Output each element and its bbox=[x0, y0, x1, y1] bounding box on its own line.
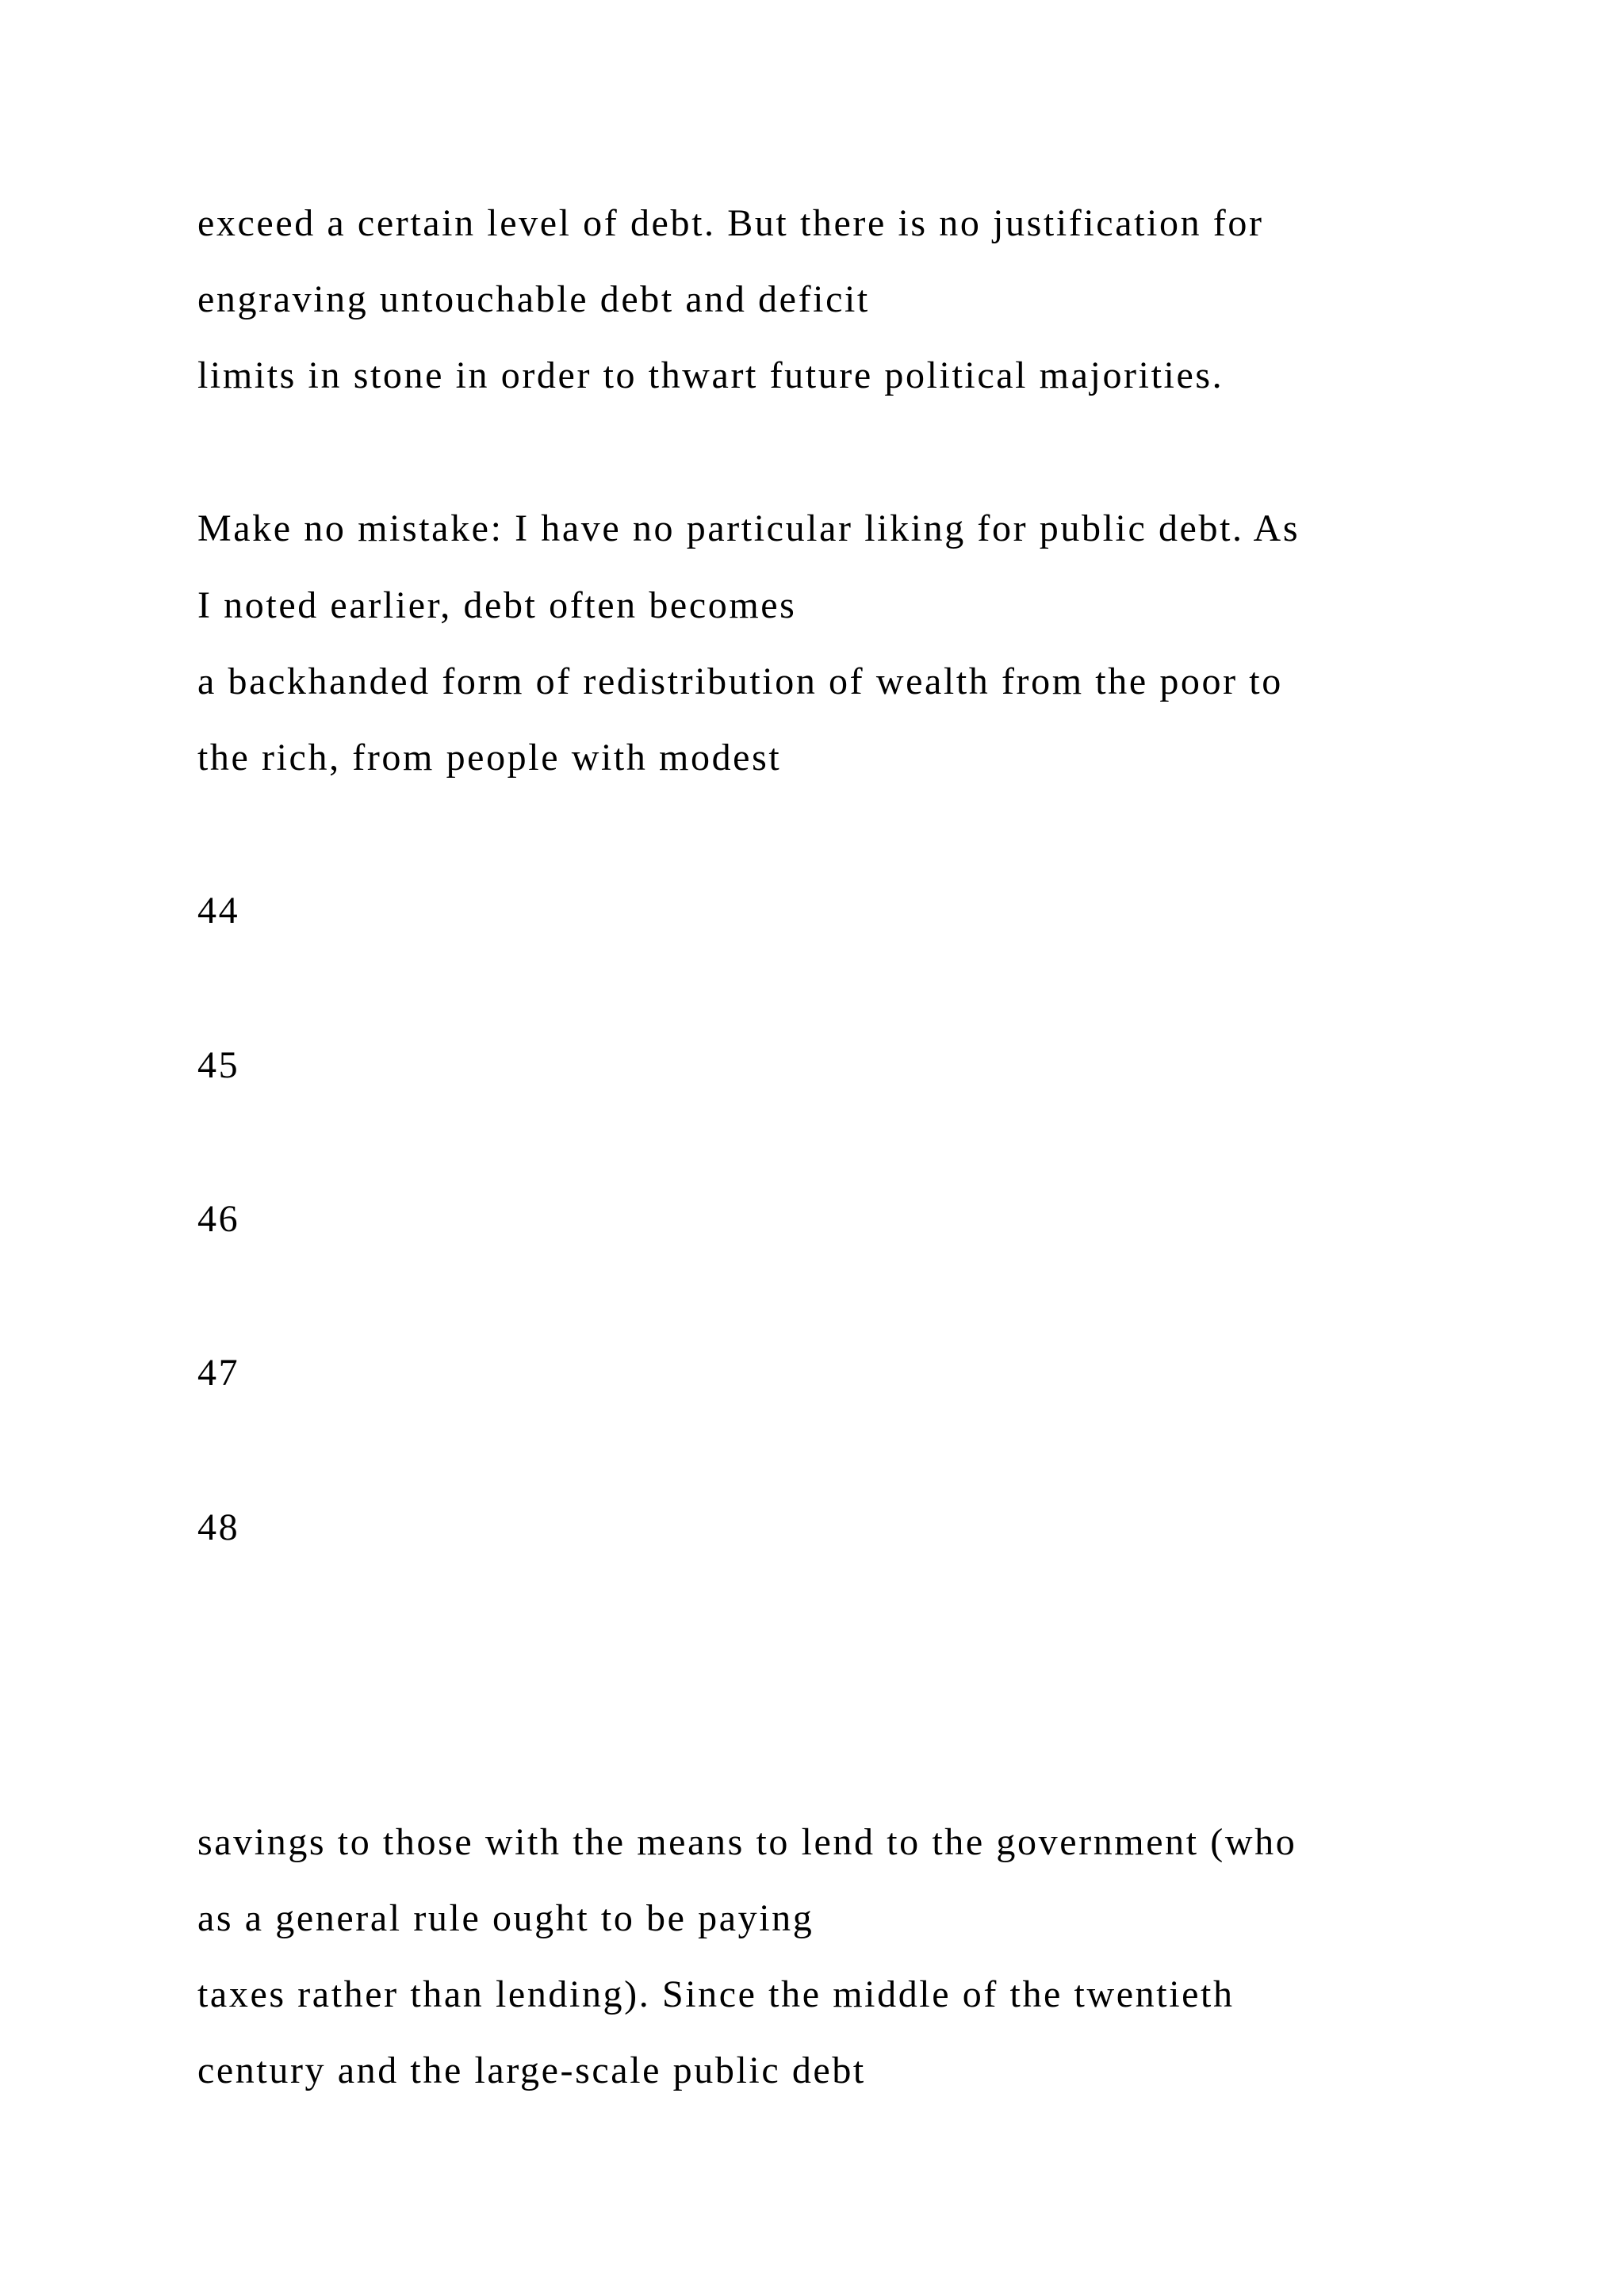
paragraph-2-line-3: a backhanded form of redistribution of wealth from the poor to bbox=[197, 660, 1283, 702]
note-number-44: 44 bbox=[197, 890, 240, 932]
paragraph-2-line-4: the rich, from people with modest bbox=[197, 737, 782, 779]
paragraph-3-line-4: century and the large-scale public debt bbox=[197, 2049, 866, 2091]
note-number-48: 48 bbox=[197, 1506, 240, 1548]
note-number-45: 45 bbox=[197, 1044, 240, 1086]
paragraph-1-line-1: exceed a certain level of debt. But there is no justification for bbox=[197, 202, 1264, 244]
paragraph-3-line-3: taxes rather than lending). Since the middle of the twentieth bbox=[197, 1973, 1235, 2015]
note-number-47: 47 bbox=[197, 1352, 240, 1394]
paragraph-1-line-2: engraving untouchable debt and deficit bbox=[197, 278, 870, 320]
paragraph-2-line-2: I noted earlier, debt often becomes bbox=[197, 584, 797, 626]
paragraph-2-line-1: Make no mistake: I have no particular liking for public debt. As bbox=[197, 507, 1300, 549]
note-number-46: 46 bbox=[197, 1198, 240, 1240]
paragraph-1-line-3: limits in stone in order to thwart future political majorities. bbox=[197, 354, 1224, 396]
paragraph-3-line-1: savings to those with the means to lend to the government (who bbox=[197, 1821, 1297, 1863]
paragraph-3-line-2: as a general rule ought to be paying bbox=[197, 1897, 814, 1939]
